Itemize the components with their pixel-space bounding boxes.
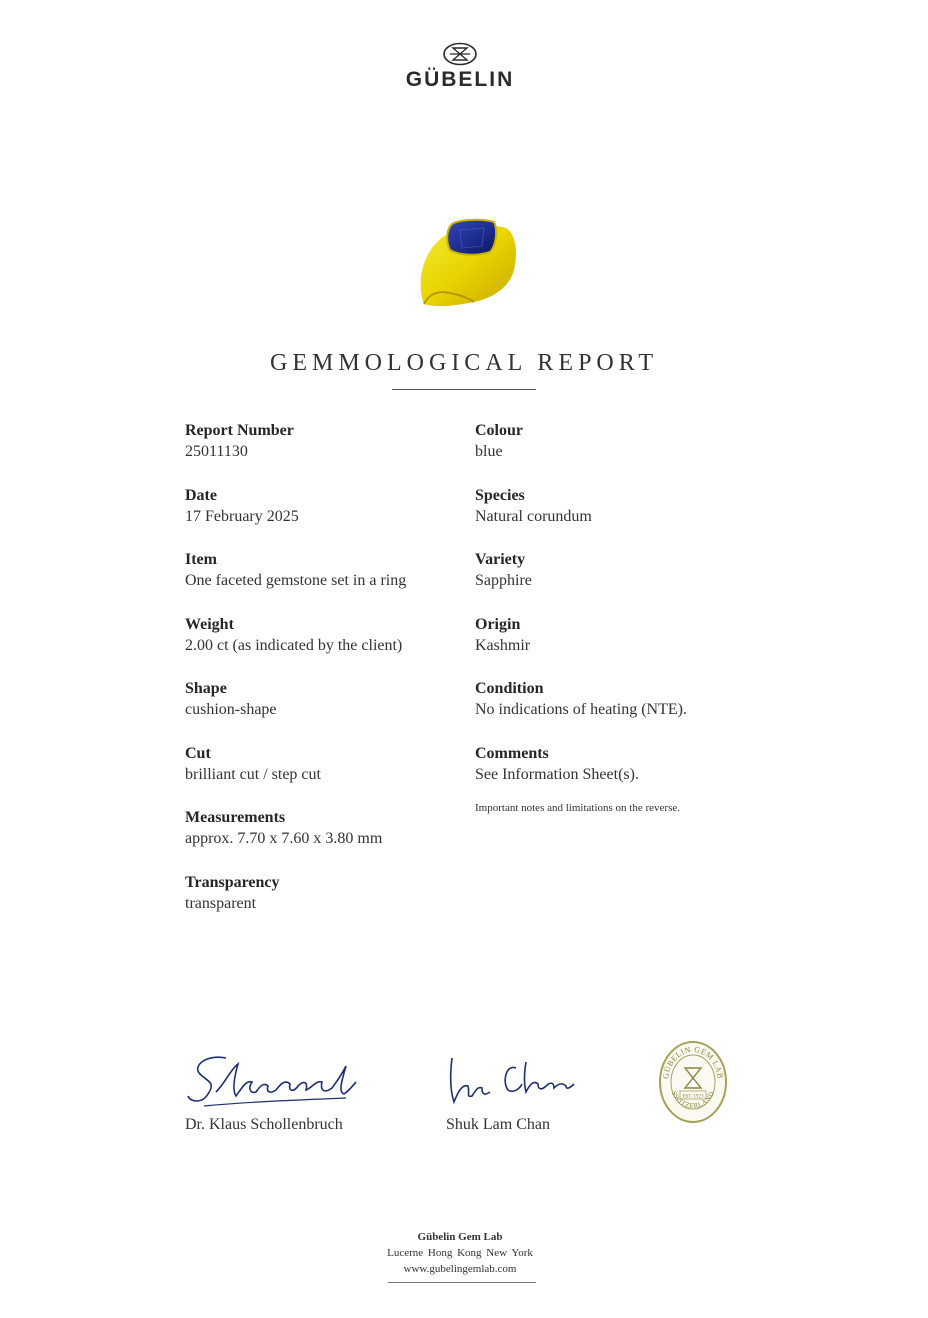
field-comments bbox=[475, 744, 765, 786]
field-transparency bbox=[185, 873, 475, 915]
field-label: Cut bbox=[185, 745, 211, 762]
seal-bottom-text: SWITZERLAND bbox=[669, 1089, 717, 1111]
brand-wordmark: GÜBELIN bbox=[405, 68, 515, 91]
signatory-name: Dr. Klaus Schollenbruch bbox=[185, 1116, 343, 1133]
field-label: Condition bbox=[475, 680, 544, 697]
field-label: Date bbox=[185, 487, 217, 504]
field-label: Measurements bbox=[185, 809, 286, 826]
field-report-number bbox=[185, 421, 475, 463]
field-label: Origin bbox=[475, 616, 521, 633]
signatory-name: Shuk Lam Chan bbox=[446, 1116, 550, 1133]
sapphire-gold-ring-image bbox=[414, 212, 520, 312]
field-label: Colour bbox=[475, 422, 523, 439]
field-origin bbox=[475, 615, 765, 657]
field-value: blue bbox=[475, 443, 503, 460]
field-value: transparent bbox=[185, 895, 257, 912]
footer-lab-name: Gübelin Gem Lab bbox=[417, 1231, 503, 1243]
field-colour bbox=[475, 421, 765, 463]
signature-schollenbruch bbox=[186, 1052, 358, 1114]
report-title: GEMMOLOGICAL REPORT bbox=[269, 350, 658, 376]
field-value: brilliant cut / step cut bbox=[185, 766, 321, 783]
field-value: Kashmir bbox=[475, 637, 531, 654]
field-variety bbox=[475, 550, 765, 592]
field-value: approx. 7.70 x 7.60 x 3.80 mm bbox=[185, 830, 383, 847]
field-value: See Information Sheet(s). bbox=[475, 766, 639, 783]
footer-locations: Lucerne Hong Kong New York bbox=[387, 1247, 533, 1259]
field-label: Item bbox=[185, 551, 217, 568]
field-value: Sapphire bbox=[475, 572, 532, 589]
field-weight bbox=[185, 615, 475, 657]
seal-top-text: GÜBELIN GEM LAB bbox=[661, 1044, 725, 1080]
field-measurements bbox=[185, 808, 475, 850]
limitations-note: Important notes and limitations on the reverse. bbox=[475, 802, 680, 814]
field-shape bbox=[185, 679, 475, 721]
field-value: cushion-shape bbox=[185, 701, 277, 718]
field-species bbox=[475, 486, 765, 528]
field-label: Species bbox=[475, 487, 525, 504]
field-value: One faceted gemstone set in a ring bbox=[185, 572, 407, 589]
field-value: No indications of heating (NTE). bbox=[475, 701, 687, 718]
field-label: Variety bbox=[475, 551, 526, 568]
field-label: Report Number bbox=[185, 422, 294, 439]
field-value: Natural corundum bbox=[475, 508, 592, 525]
field-date bbox=[185, 486, 475, 528]
title-divider bbox=[392, 389, 536, 390]
field-value: 25011130 bbox=[185, 443, 248, 460]
field-item bbox=[185, 550, 475, 592]
field-cut bbox=[185, 744, 475, 786]
field-value: 2.00 ct (as indicated by the client) bbox=[185, 637, 403, 654]
field-label: Comments bbox=[475, 745, 549, 762]
field-condition bbox=[475, 679, 765, 721]
signature-chan bbox=[446, 1054, 576, 1112]
field-value: 17 February 2025 bbox=[185, 508, 299, 525]
hourglass-emblem-icon bbox=[442, 42, 478, 66]
field-label: Shape bbox=[185, 680, 227, 697]
gem-lab-seal-icon bbox=[658, 1040, 728, 1124]
field-label: Weight bbox=[185, 616, 234, 633]
field-label: Transparency bbox=[185, 874, 280, 891]
seal-est-text: EST. 1923 bbox=[682, 1094, 704, 1100]
footer-divider bbox=[388, 1282, 536, 1283]
footer-website: www.gubelingemlab.com bbox=[403, 1263, 517, 1275]
